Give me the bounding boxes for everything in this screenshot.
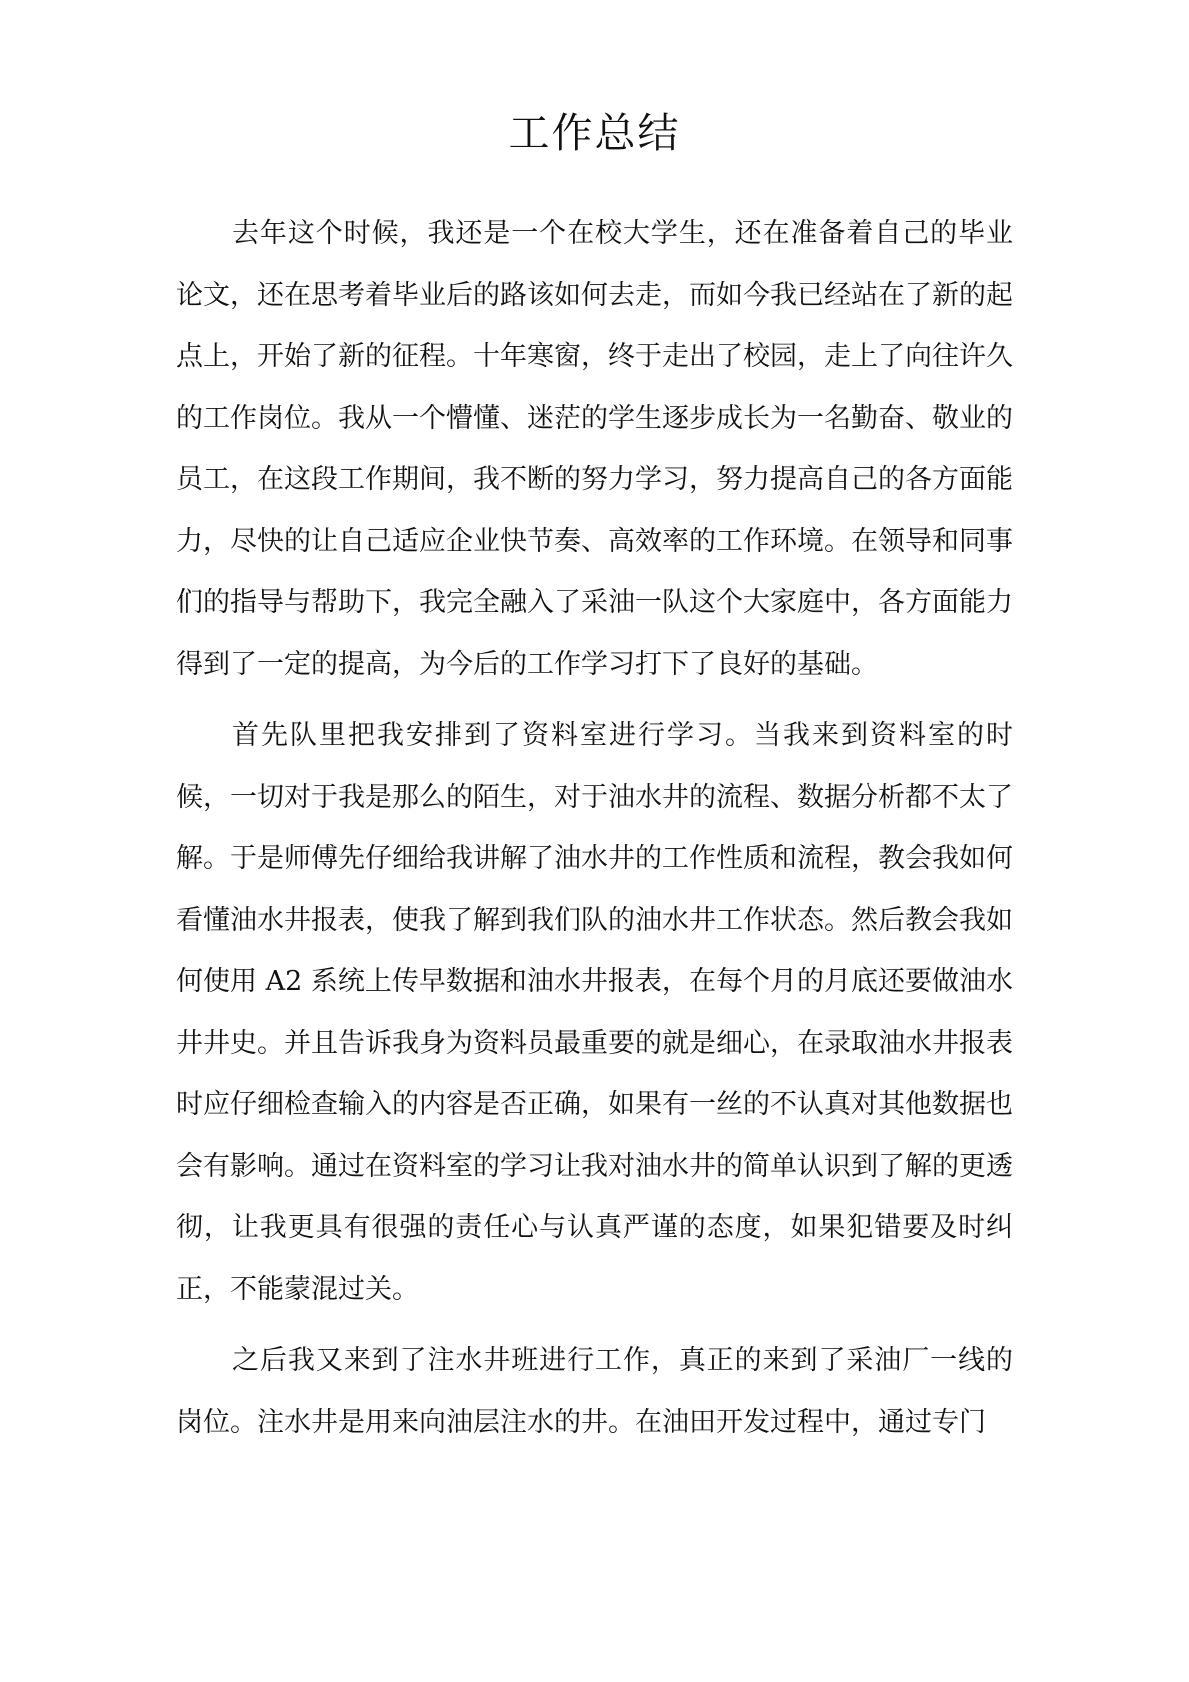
paragraph: 去年这个时候，我还是一个在校大学生，还在准备着自己的毕业论文，还在思考着毕业后的路该如何去走，而如今我已经站在了新的起点上，开始了新的征程。十年寒窗，终于走出了校园，走上了向往许久的工作岗位。我从一个懵懂、迷茫的学生逐步成长为一名勤奋、敬业的员工，在这段工作期间，我不断的努力学习，努力提高自己的各方面能力，尽快的让自己适应企业快节奏、高效率的工作环境。在领导和同事们的指导与帮助下，我完全融入了采油一队这个大家庭中，各方面能力得到了一定的提高，为今后的工作学习打下了良好的基础。 <box>176 218 1013 680</box>
paragraph: 之后我又来到了注水井班进行工作，真正的来到了采油厂一线的岗位。注水井是用来向油层注水的井。在油田开发过程中，通过专门 <box>176 1345 1013 1438</box>
paragraph: 首先队里把我安排到了资料室进行学习。当我来到资料室的时候，一切对于我是那么的陌生，对于油水井的流程、数据分析都不太了解。于是师傅先仔细给我讲解了油水井的工作性质和流程，教会我如何看懂油水井报表，使我了解到我们队的油水井工作状态。然后教会我如何使用 A2 系统上传早数据和油水井报表，在每个月的月底还要做油水井井史。并且告诉我身为资料员最重要的就是细心，在录取油水井报表时应仔细检查输入的内容是否正确，如果有一丝的不认真对其他数据也会有影响。通过在资料室的学习让我对油水井的简单认识到了解的更透彻，让我更具有很强的责任心与认真严谨的态度，如果犯错要及时纠正，不能蒙混过关。 <box>176 720 1013 1305</box>
document-body <box>176 203 1013 1453</box>
document-title: 工作总结 <box>508 109 681 157</box>
